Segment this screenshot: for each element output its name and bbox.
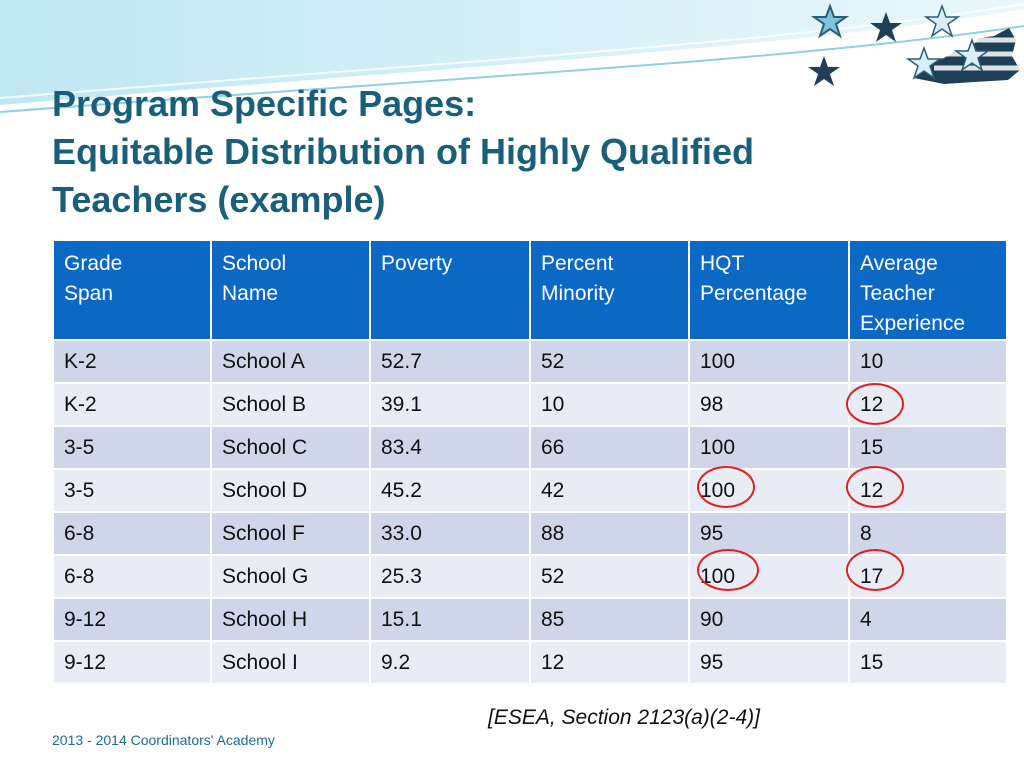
table-cell: School B <box>211 383 370 426</box>
table-cell: 12 <box>849 469 1007 512</box>
table-row <box>53 641 1007 684</box>
table-cell: 12 <box>530 641 689 684</box>
footer-text: 2013 - 2014 Coordinators' Academy <box>52 732 275 748</box>
table-cell: 15.1 <box>370 598 530 641</box>
column-header-line: Grade <box>64 252 123 275</box>
table-cell: 10 <box>849 340 1007 383</box>
table-cell: 85 <box>530 598 689 641</box>
table-cell: School H <box>211 598 370 641</box>
table-cell: 83.4 <box>370 426 530 469</box>
column-header-line: Minority <box>541 282 615 305</box>
table-cell: 100 <box>689 555 849 598</box>
table-cell: 95 <box>689 512 849 555</box>
column-header <box>530 240 689 340</box>
table-cell: School F <box>211 512 370 555</box>
table-cell: 12 <box>849 383 1007 426</box>
table-cell: 17 <box>849 555 1007 598</box>
table-cell: School I <box>211 641 370 684</box>
table-cell: 52 <box>530 340 689 383</box>
hqt-distribution-table <box>52 239 1008 685</box>
table-cell: 39.1 <box>370 383 530 426</box>
column-header-line: Percentage <box>700 282 808 305</box>
table-cell: 95 <box>689 641 849 684</box>
table-cell: 25.3 <box>370 555 530 598</box>
table-header <box>53 240 1007 340</box>
table-row <box>53 340 1007 383</box>
table-row <box>53 555 1007 598</box>
title-line-1: Program Specific Pages: <box>52 83 477 124</box>
table-cell: 33.0 <box>370 512 530 555</box>
column-header-line: Span <box>64 282 114 305</box>
title-line-3: Teachers (example) <box>52 179 386 220</box>
table-row <box>53 512 1007 555</box>
table-cell: 100 <box>689 426 849 469</box>
column-header-line: Name <box>222 282 279 305</box>
table-cell: 9-12 <box>53 598 211 641</box>
column-header-line: School <box>222 252 287 275</box>
column-header <box>370 240 530 340</box>
table-cell: 4 <box>849 598 1007 641</box>
table-cell: School D <box>211 469 370 512</box>
column-header-line: HQT <box>700 252 745 275</box>
table-cell: School C <box>211 426 370 469</box>
column-header-line: Poverty <box>381 252 453 275</box>
table-cell: 10 <box>530 383 689 426</box>
column-header-line: Average <box>860 252 938 275</box>
table-cell: 98 <box>689 383 849 426</box>
table-cell: 42 <box>530 469 689 512</box>
table-cell: School A <box>211 340 370 383</box>
table-cell: 100 <box>689 340 849 383</box>
table-body <box>53 340 1007 684</box>
table-cell: 8 <box>849 512 1007 555</box>
table-cell: 3-5 <box>53 426 211 469</box>
table-row <box>53 469 1007 512</box>
table-cell: K-2 <box>53 340 211 383</box>
table-cell: 45.2 <box>370 469 530 512</box>
star-icon <box>926 6 958 36</box>
column-header-line: Percent <box>541 252 614 275</box>
table-cell: 9.2 <box>370 641 530 684</box>
table-row <box>53 598 1007 641</box>
table-cell: 52.7 <box>370 340 530 383</box>
table-cell: 9-12 <box>53 641 211 684</box>
table-cell: 52 <box>530 555 689 598</box>
table-cell: 3-5 <box>53 469 211 512</box>
table-row <box>53 383 1007 426</box>
table-cell: 6-8 <box>53 555 211 598</box>
column-header <box>53 240 211 340</box>
table-cell: 90 <box>689 598 849 641</box>
star-icon <box>870 12 902 42</box>
table-cell: K-2 <box>53 383 211 426</box>
title-line-2: Equitable Distribution of Highly Qualified <box>52 131 754 172</box>
table-cell: 66 <box>530 426 689 469</box>
column-header-line: Experience <box>860 312 966 335</box>
star-icon <box>814 6 846 36</box>
header-row <box>53 240 1007 340</box>
table-row <box>53 426 1007 469</box>
column-header <box>211 240 370 340</box>
table-cell: 100 <box>689 469 849 512</box>
page-title <box>52 80 912 224</box>
table-cell: School G <box>211 555 370 598</box>
citation: [ESEA, Section 2123(a)(2-4)] <box>488 706 760 729</box>
table-cell: 15 <box>849 641 1007 684</box>
table-cell: 15 <box>849 426 1007 469</box>
column-header-line: Teacher <box>860 282 935 305</box>
table-cell: 6-8 <box>53 512 211 555</box>
column-header <box>849 240 1007 340</box>
column-header <box>689 240 849 340</box>
table-cell: 88 <box>530 512 689 555</box>
